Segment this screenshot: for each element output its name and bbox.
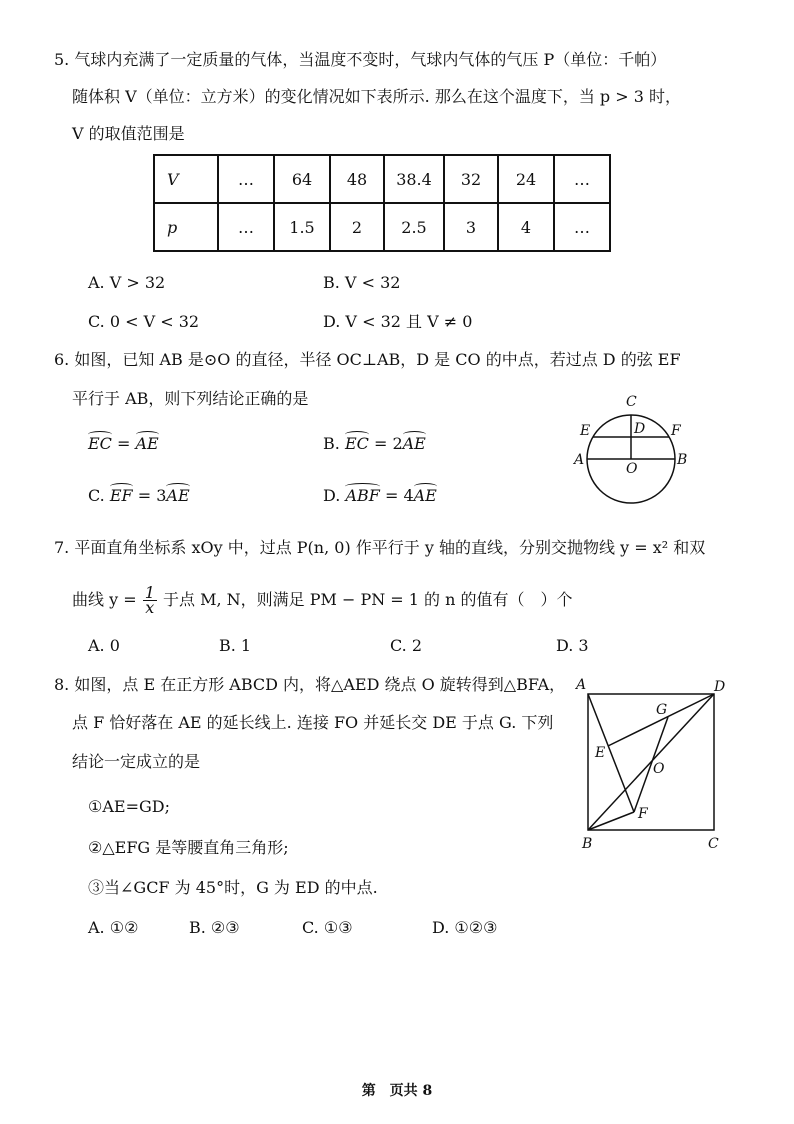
arc-symbol: AE [166,486,190,505]
q6-option-b [323,434,426,454]
label-o: O [653,761,665,777]
table-cell: … [218,203,274,251]
label-e: E [595,745,606,761]
segment-bf [588,812,634,830]
label-a: A [574,452,585,468]
table-cell: 38.4 [384,155,444,203]
q8-option-d: D. ①②③ [432,918,498,937]
q5-option-d: D. V < 32 且 V ≠ 0 [323,312,473,331]
q5-option-c: C. 0 < V < 32 [88,312,200,331]
label-o: O [626,461,638,477]
table-cell: V [154,155,218,203]
fraction [143,583,157,617]
q7-option-b: B. 1 [219,636,252,655]
q6-option-a [88,434,159,454]
q7-line2-post: 于点 M, N，则满足 PM − PN = 1 的 n 的值有（ ）个 [157,590,573,609]
q8-option-c: C. ①③ [302,918,353,937]
fraction-numerator: 1 [144,583,155,602]
table-cell: 2.5 [384,203,444,251]
option-text: = 2 [368,434,403,453]
q6-circle-diagram [560,390,700,515]
option-text: = [111,434,136,453]
q7-line1: 7. 平面直角坐标系 xOy 中，过点 P(n, 0) 作平行于 y 轴的直线，分别交抛物线 y = x² 和双 [54,538,706,557]
arc-symbol: AE [402,434,426,453]
q8-square-diagram [570,672,735,857]
label-f: F [671,423,681,439]
q8-option-a: A. ①② [88,918,139,937]
q8-line3: 结论一定成立的是 [72,752,201,771]
q7-option-a: A. 0 [88,636,120,655]
fraction-denominator: x [145,598,155,617]
q8-item2: ②△EFG 是等腰直角三角形; [88,838,289,857]
table-cell: … [218,155,274,203]
q8-line2: 点 F 恰好落在 AE 的延长线上. 连接 FO 并延长交 DE 于点 G. 下列 [72,713,554,732]
q5-option-a: A. V > 32 [88,273,166,292]
arc-symbol: EC [88,434,112,453]
label-f: F [638,806,648,822]
q5-line1: 5. 气球内充满了一定质量的气体，当温度不变时，气球内气体的气压 P（单位：千帕） [54,50,667,69]
option-text: = 4 [379,486,414,505]
table-cell: … [554,203,610,251]
q5-option-b: B. V < 32 [323,273,401,292]
option-text: = 3 [132,486,167,505]
q8-item1: ①AE=GD; [88,797,170,816]
option-label: D. [323,486,346,505]
arc-symbol: AE [413,486,437,505]
q6-line1: 6. 如图，已知 AB 是⊙O 的直径，半径 OC⊥AB，D 是 CO 的中点，若过点 D 的弦 EF [54,350,681,369]
table-cell: 32 [444,155,498,203]
label-b: B [677,452,688,468]
q6-option-d [323,486,437,506]
q8-option-b: B. ②③ [189,918,240,937]
arc-symbol: ABF [345,486,380,505]
table-cell: 4 [498,203,554,251]
option-label: C. [88,486,110,505]
label-c: C [708,836,719,852]
arc-symbol: EF [109,486,133,505]
table-cell: 24 [498,155,554,203]
q6-option-c [88,486,190,506]
table-row-p [154,203,610,251]
page-footer: 第 页共 8 [361,1083,433,1099]
diagonal-bd [588,694,714,830]
arc-symbol: EC [344,434,369,453]
table-cell: 1.5 [274,203,330,251]
table-cell: 2 [330,203,384,251]
table-cell: … [554,155,610,203]
arc-symbol: AE [135,434,159,453]
q5-line2: 随体积 V（单位：立方米）的变化情况如下表所示. 那么在这个温度下，当 p > 3 时， [72,87,681,106]
q8-item3: ③当∠GCF 为 45°时，G 为 ED 的中点. [88,878,378,897]
q5-data-table [153,154,611,252]
option-label: B. [323,434,345,453]
table-row-v [154,155,610,203]
q7-line2-pre: 曲线 y = [72,590,142,609]
table-cell: 64 [274,155,330,203]
table-cell: 48 [330,155,384,203]
label-d: D [714,679,726,695]
table-cell: 3 [444,203,498,251]
label-d: D [634,421,646,437]
q7-line2 [72,583,573,617]
q7-option-d: D. 3 [556,636,589,655]
q6-line2: 平行于 AB，则下列结论正确的是 [72,389,309,408]
q8-line1: 8. 如图，点 E 在正方形 ABCD 内，将△AED 绕点 O 旋转得到△BFA， [54,675,566,694]
label-c: C [626,394,637,410]
q5-line3: V 的取值范围是 [72,124,185,143]
label-e: E [580,423,591,439]
q7-option-c: C. 2 [390,636,423,655]
label-g: G [656,702,668,718]
label-b: B [582,836,593,852]
table-cell: p [154,203,218,251]
label-a: A [576,677,587,693]
